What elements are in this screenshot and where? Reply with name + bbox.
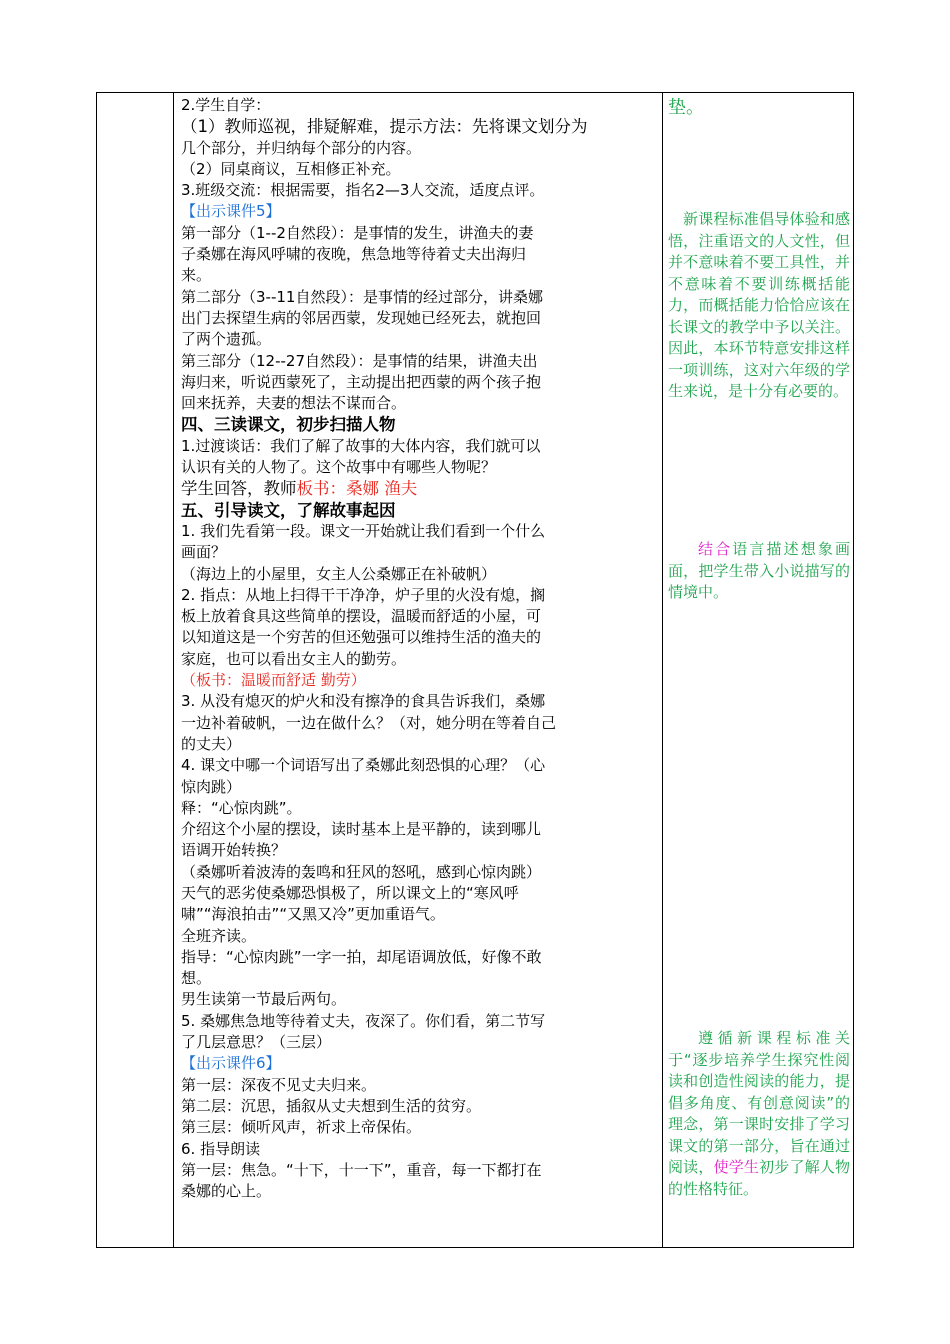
line: 第三层：倾听风声，祈求上帝保佑。 (181, 1118, 422, 1137)
line: 想。 (181, 969, 212, 988)
line: （2）同桌商议，互相修正补充。 (181, 159, 401, 178)
line: 啸”“海浪拍击”“又黑又冷”更加重语气。 (181, 905, 445, 924)
line: 海归来，听说西蒙死了，主动提出把西蒙的两个孩子抱 (181, 372, 542, 391)
line: （1）教师巡视，排疑解难，提示方法：先将课文划分为 (181, 117, 588, 137)
design-note-4 (668, 1028, 850, 1200)
line: 男生读第一节最后两句。 (181, 990, 347, 1009)
line: 3.班级交流：根据需要，指名2—3人交流，适度点评。 (181, 181, 545, 200)
line: 4. 课文中哪一个词语写出了桑娜此刻恐惧的心理？（心 (181, 756, 546, 775)
line: 第一层：深夜不见丈夫归来。 (181, 1075, 377, 1094)
line: 第二层：沉思，插叙从丈夫想到生活的贫穷。 (181, 1096, 482, 1115)
line: 1. 我们先看第一段。课文一开始就让我们看到一个什么 (181, 521, 546, 540)
line: 介绍这个小屋的摆设，读时基本上是平静的，读到哪儿 (181, 820, 542, 839)
board-note: 板书：桑娜 渔夫 (296, 479, 418, 499)
line: 了几层意思？（三层） (181, 1033, 332, 1052)
column-divider-right (662, 93, 663, 1247)
lesson-table (96, 92, 854, 1248)
line: 画面？ (181, 543, 227, 562)
line: 第一部分（1--2自然段）：是事情的发生，讲渔夫的妻 (181, 223, 534, 242)
design-note-1: 垫。 (668, 97, 704, 118)
line: 全班齐读。 (181, 926, 257, 945)
line: 以知道这是一个穷苦的但还勉强可以维持生活的渔夫的 (181, 628, 542, 647)
line: 指导：“心惊肉跳”一字一拍，却尾语调放低，好像不敢 (181, 947, 542, 966)
column-divider-left (173, 93, 174, 1247)
line: 2.学生自学： (181, 96, 271, 114)
teaching-process-column (181, 95, 659, 1202)
line: 惊肉跳） (181, 777, 242, 796)
line: （海边上的小屋里，女主人公桑娜正在补破帆） (181, 564, 497, 583)
note-text: 遵循新课程标准关于“逐步培养学生探究性阅读和创造性阅读的能力，提倡多角度、有创意阅读”的理念，第一课时安排了学习课文的第一部分，旨在通过阅读， (668, 1029, 850, 1176)
line: 了两个遗孤。 (181, 330, 272, 349)
line: 板上放着食具这些简单的摆设，温暖而舒适的小屋，可 (181, 607, 542, 626)
section-heading: 四、三读课文，初步扫描人物 (181, 415, 396, 435)
line: 的丈夫） (181, 734, 242, 753)
line: 2. 指点：从地上扫得干干净净，炉子里的火没有熄，搁 (181, 585, 546, 604)
line: 出门去探望生病的邻居西蒙，发现她已经死去，就抱回 (181, 308, 542, 327)
line: 一边补着破帆，一边在做什么？（对，她分明在等着自己 (181, 713, 557, 732)
line: 认识有关的人物了。这个故事中有哪些人物呢？ (181, 458, 497, 477)
line: 1.过渡谈话：我们了解了故事的大体内容，我们就可以 (181, 436, 541, 455)
line: 桑娜的心上。 (181, 1182, 272, 1201)
line: 回来抚养，夫妻的想法不谋而合。 (181, 394, 407, 413)
line (181, 478, 659, 499)
line: 3. 从没有熄灭的炉火和没有擦净的食具告诉我们，桑娜 (181, 692, 546, 711)
line-text: 学生回答，教师 (181, 479, 297, 499)
courseware-note: 【出示课件6】 (181, 1054, 281, 1073)
design-note-3 (668, 539, 850, 604)
section-heading: 五、引导读文，了解故事起因 (181, 500, 396, 520)
note-highlight: 使学生 (713, 1158, 760, 1176)
note-text: 初步了解人物的性格特征。 (668, 1158, 850, 1198)
line: 释：“心惊肉跳”。 (181, 798, 302, 817)
courseware-note: 【出示课件5】 (181, 202, 281, 221)
board-note: （板书：温暖而舒适 勤劳） (181, 671, 366, 690)
line: （桑娜听着波涛的轰鸣和狂风的怒吼，感到心惊肉跳） (181, 862, 542, 881)
line: 来。 (181, 266, 212, 285)
line: 天气的恶劣使桑娜恐惧极了，所以课文上的“寒风呼 (181, 883, 519, 902)
line: 家庭，也可以看出女主人的勤劳。 (181, 649, 407, 668)
line: 第一层：焦急。“十下，十一下”，重音，每一下都打在 (181, 1160, 542, 1179)
line: 子桑娜在海风呼啸的夜晚，焦急地等待着丈夫出海归 (181, 245, 527, 264)
line: 几个部分，并归纳每个部分的内容。 (181, 138, 422, 157)
line: 语调开始转换？ (181, 841, 287, 860)
line: 5. 桑娜焦急地等待着丈夫，夜深了。你们看，第二节写 (181, 1011, 546, 1030)
design-note-2: 新课程标准倡导体验和感悟，注重语文的人文性，但并不意味着不要工具性，并不意味着不要训练概括能力，而概括能力恰恰应该在长课文的教学中予以关注。因此，本环节特意安排这样一项训练，这对六年级的学生来说，是十分有必要的。 (668, 210, 850, 400)
note-text: 语言描述想象画面，把学生带入小说描写的情境中。 (668, 540, 850, 601)
line: 6. 指导朗读 (181, 1139, 261, 1158)
note-highlight: 结合 (698, 540, 733, 558)
line: 第二部分（3--11自然段）：是事情的经过部分，讲桑娜 (181, 287, 543, 306)
line: 第三部分（12--27自然段）：是事情的结果，讲渔夫出 (181, 351, 538, 370)
